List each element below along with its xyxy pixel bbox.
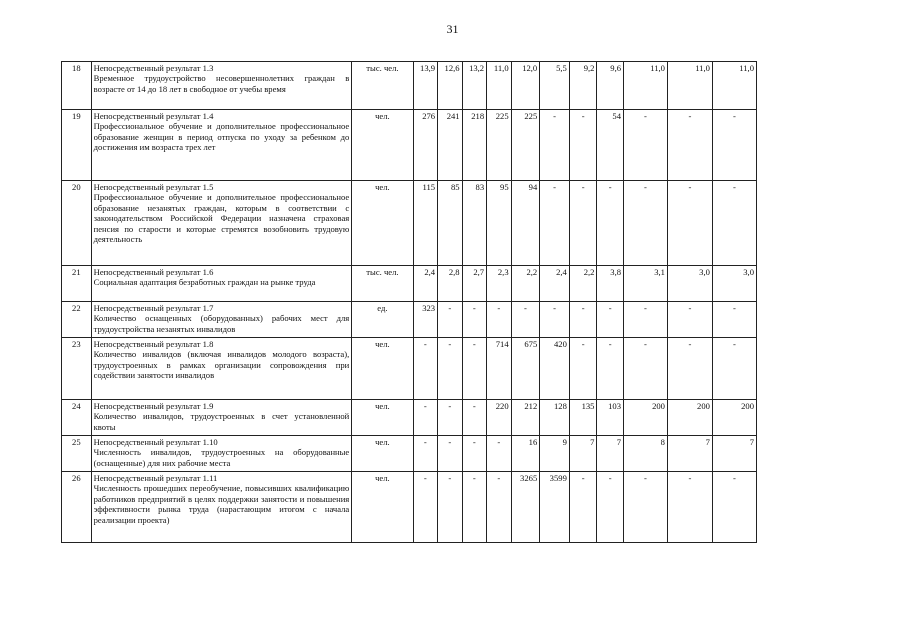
value-cell: 3265	[511, 472, 540, 543]
result-description	[91, 338, 352, 400]
value-cell: 11,0	[624, 62, 668, 110]
value-cell: -	[712, 302, 756, 338]
unit-cell: чел.	[352, 472, 413, 543]
value-cell: -	[667, 110, 712, 181]
value-cell: -	[712, 110, 756, 181]
value-cell: -	[413, 338, 438, 400]
row-number: 23	[62, 338, 92, 400]
value-cell: 85	[438, 181, 463, 266]
unit-cell: ед.	[352, 302, 413, 338]
results-table	[61, 61, 757, 543]
unit-cell: тыс. чел.	[352, 266, 413, 302]
value-cell: 420	[540, 338, 570, 400]
result-description	[91, 62, 352, 110]
value-cell: -	[540, 181, 570, 266]
value-cell: -	[667, 302, 712, 338]
value-cell: 225	[511, 110, 540, 181]
value-cell: -	[487, 472, 512, 543]
result-title: Непосредственный результат 1.5	[93, 182, 214, 192]
value-cell: 200	[624, 400, 668, 436]
result-description	[91, 302, 352, 338]
value-cell: -	[597, 472, 624, 543]
value-cell: 9,2	[569, 62, 597, 110]
result-title: Непосредственный результат 1.3	[93, 63, 214, 73]
result-title: Непосредственный результат 1.9	[93, 401, 214, 411]
table-row	[62, 62, 757, 110]
value-cell: 13,2	[462, 62, 487, 110]
value-cell: 103	[597, 400, 624, 436]
result-text: Количество оснащенных (оборудованных) рабочих мест для трудоустройства незанятых инвалидов	[93, 313, 350, 334]
unit-cell: чел.	[352, 436, 413, 472]
value-cell: 200	[712, 400, 756, 436]
value-cell: 95	[487, 181, 512, 266]
page-number: 31	[446, 22, 459, 36]
result-text: Профессиональное обучение и дополнительное профессиональное образование женщин в период отпуска по уходу за ребенком до достижения им возраста трех лет	[93, 121, 350, 153]
value-cell: 5,5	[540, 62, 570, 110]
row-number: 24	[62, 400, 92, 436]
value-cell: -	[487, 302, 512, 338]
value-cell: 8	[624, 436, 668, 472]
value-cell: 323	[413, 302, 438, 338]
value-cell: 7	[597, 436, 624, 472]
result-description	[91, 266, 352, 302]
value-cell: 135	[569, 400, 597, 436]
result-title: Непосредственный результат 1.8	[93, 339, 214, 349]
value-cell: 2,3	[487, 266, 512, 302]
value-cell: 3,8	[597, 266, 624, 302]
row-number: 26	[62, 472, 92, 543]
value-cell: 200	[667, 400, 712, 436]
value-cell: 12,6	[438, 62, 463, 110]
table-row	[62, 181, 757, 266]
table-row	[62, 472, 757, 543]
value-cell: 7	[667, 436, 712, 472]
unit-cell: чел.	[352, 338, 413, 400]
value-cell: -	[462, 302, 487, 338]
value-cell: 7	[569, 436, 597, 472]
table-row	[62, 400, 757, 436]
value-cell: -	[624, 110, 668, 181]
result-description	[91, 436, 352, 472]
result-text: Профессиональное обучение и дополнительное профессиональное образование незанятых граждан, которым в соответствии с законодательством Российской Федерации назначена страховая пенсия по старости и которые стремятся возобновить трудовую деятельность	[93, 192, 350, 245]
value-cell: -	[667, 472, 712, 543]
value-cell: 2,7	[462, 266, 487, 302]
value-cell: -	[462, 338, 487, 400]
value-cell: 241	[438, 110, 463, 181]
row-number: 21	[62, 266, 92, 302]
value-cell: 3599	[540, 472, 570, 543]
value-cell: -	[624, 338, 668, 400]
value-cell: -	[540, 110, 570, 181]
result-title: Непосредственный результат 1.10	[93, 437, 218, 447]
result-title: Непосредственный результат 1.6	[93, 267, 214, 277]
result-description	[91, 110, 352, 181]
unit-cell: чел.	[352, 181, 413, 266]
value-cell: 225	[487, 110, 512, 181]
value-cell: 2,2	[569, 266, 597, 302]
value-cell: 115	[413, 181, 438, 266]
value-cell: -	[413, 400, 438, 436]
value-cell: -	[438, 338, 463, 400]
value-cell: -	[597, 338, 624, 400]
value-cell: -	[511, 302, 540, 338]
result-title: Непосредственный результат 1.11	[93, 473, 218, 483]
value-cell: 11,0	[487, 62, 512, 110]
value-cell: 11,0	[667, 62, 712, 110]
value-cell: -	[540, 302, 570, 338]
result-text: Количество инвалидов (включая инвалидов молодого возраста), трудоустроенных в рамках организации сопровождения при содействии занятости инвалидов	[93, 349, 350, 381]
row-number: 19	[62, 110, 92, 181]
value-cell: 2,2	[511, 266, 540, 302]
value-cell: 714	[487, 338, 512, 400]
results-table-body	[62, 62, 757, 543]
table-row	[62, 302, 757, 338]
value-cell: -	[487, 436, 512, 472]
value-cell: -	[624, 302, 668, 338]
value-cell: -	[624, 472, 668, 543]
result-text: Социальная адаптация безработных граждан на рынке труда	[93, 277, 316, 288]
unit-cell: чел.	[352, 400, 413, 436]
value-cell: 3,0	[667, 266, 712, 302]
value-cell: -	[569, 110, 597, 181]
value-cell: -	[569, 338, 597, 400]
value-cell: -	[413, 436, 438, 472]
value-cell: -	[438, 400, 463, 436]
value-cell: 7	[712, 436, 756, 472]
value-cell: 212	[511, 400, 540, 436]
value-cell: -	[597, 181, 624, 266]
table-row	[62, 110, 757, 181]
value-cell: 16	[511, 436, 540, 472]
result-text: Временное трудоустройство несовершеннолетних граждан в возрасте от 14 до 18 лет в свободное от учебы время	[93, 73, 350, 94]
value-cell: 12,0	[511, 62, 540, 110]
unit-cell: тыс. чел.	[352, 62, 413, 110]
value-cell: 54	[597, 110, 624, 181]
value-cell: 276	[413, 110, 438, 181]
value-cell: -	[462, 400, 487, 436]
value-cell: 2,4	[540, 266, 570, 302]
value-cell: 2,4	[413, 266, 438, 302]
result-text: Количество инвалидов, трудоустроенных в счет установленной квоты	[93, 411, 350, 432]
value-cell: -	[569, 472, 597, 543]
result-description	[91, 400, 352, 436]
unit-cell: чел.	[352, 110, 413, 181]
value-cell: -	[712, 472, 756, 543]
value-cell: 3,1	[624, 266, 668, 302]
value-cell: 9	[540, 436, 570, 472]
result-text: Численность прошедших переобучение, повысивших квалификацию работников предприятий в целях поддержки занятости и повышения эффективности рынка труда (нарастающим итогом с начала реализации проекта)	[93, 483, 350, 525]
value-cell: 94	[511, 181, 540, 266]
value-cell: -	[597, 302, 624, 338]
result-title: Непосредственный результат 1.4	[93, 111, 214, 121]
value-cell: 3,0	[712, 266, 756, 302]
value-cell: 218	[462, 110, 487, 181]
table-row	[62, 266, 757, 302]
value-cell: 13,9	[413, 62, 438, 110]
value-cell: -	[438, 472, 463, 543]
row-number: 20	[62, 181, 92, 266]
value-cell: -	[667, 181, 712, 266]
result-title: Непосредственный результат 1.7	[93, 303, 214, 313]
row-number: 25	[62, 436, 92, 472]
value-cell: -	[462, 472, 487, 543]
value-cell: -	[712, 338, 756, 400]
value-cell: -	[569, 302, 597, 338]
value-cell: -	[667, 338, 712, 400]
result-text: Численность инвалидов, трудоустроенных на оборудованные (оснащенные) для них рабочие места	[93, 447, 350, 468]
value-cell: 128	[540, 400, 570, 436]
value-cell: -	[438, 302, 463, 338]
value-cell: -	[624, 181, 668, 266]
value-cell: -	[462, 436, 487, 472]
value-cell: 675	[511, 338, 540, 400]
value-cell: -	[438, 436, 463, 472]
result-description	[91, 472, 352, 543]
value-cell: 83	[462, 181, 487, 266]
value-cell: 9,6	[597, 62, 624, 110]
row-number: 18	[62, 62, 92, 110]
value-cell: -	[413, 472, 438, 543]
value-cell: 220	[487, 400, 512, 436]
value-cell: 11,0	[712, 62, 756, 110]
value-cell: -	[569, 181, 597, 266]
result-description	[91, 181, 352, 266]
value-cell: 2,8	[438, 266, 463, 302]
table-row	[62, 436, 757, 472]
value-cell: -	[712, 181, 756, 266]
table-row	[62, 338, 757, 400]
row-number: 22	[62, 302, 92, 338]
